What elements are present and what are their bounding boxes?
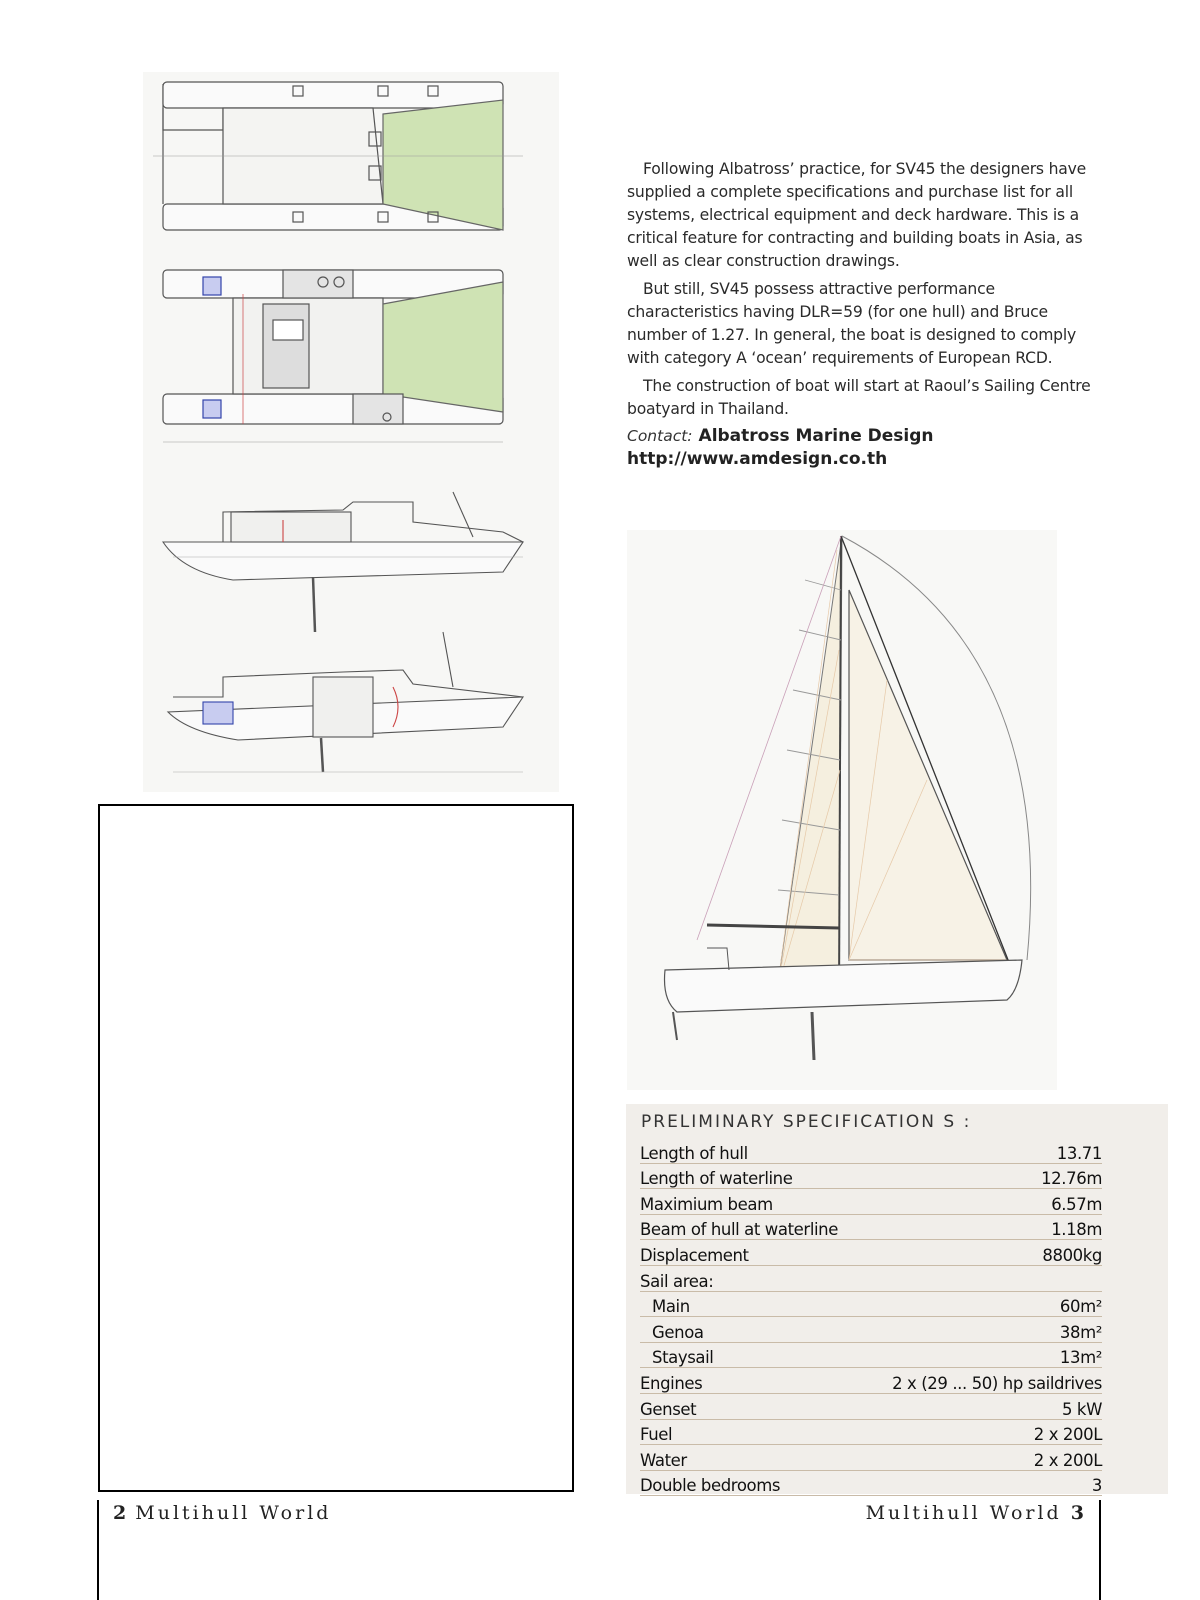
spec-row <box>640 1317 1102 1343</box>
spec-row <box>640 1445 1102 1471</box>
side-profile-lower <box>168 632 523 772</box>
spec-value: 13m² <box>864 1342 1102 1368</box>
contact-label: Contact: <box>627 427 693 445</box>
spec-label: Genset <box>640 1393 864 1419</box>
spec-value: 2 x 200L <box>864 1419 1102 1445</box>
spec-row <box>640 1163 1102 1189</box>
layout-drawings <box>143 72 559 792</box>
spec-label: Maximium beam <box>640 1189 864 1215</box>
spec-label: Displacement <box>640 1240 864 1266</box>
sail-plan-drawing <box>627 530 1057 1090</box>
spec-value: 6.57m <box>864 1189 1102 1215</box>
spec-row <box>640 1368 1102 1394</box>
spec-label: Beam of hull at waterline <box>640 1214 864 1240</box>
specifications-table <box>640 1138 1102 1496</box>
spec-label: Length of waterline <box>640 1163 864 1189</box>
spec-row <box>640 1240 1102 1266</box>
spec-row <box>640 1291 1102 1317</box>
spec-label: Genoa <box>640 1317 864 1343</box>
spec-value: 60m² <box>864 1291 1102 1317</box>
spec-label: Double bedrooms <box>640 1470 864 1496</box>
spec-value: 8800kg <box>864 1240 1102 1266</box>
spec-row <box>640 1470 1102 1496</box>
contact-organization: Albatross Marine Design <box>698 426 934 446</box>
spec-value: 13.71 <box>864 1138 1102 1163</box>
spec-value: 38m² <box>864 1317 1102 1343</box>
spec-row <box>640 1419 1102 1445</box>
spec-value: 2 x 200L <box>864 1445 1102 1471</box>
spec-value: 12.76m <box>864 1163 1102 1189</box>
magazine-title-right: Multihull World <box>865 1502 1062 1524</box>
contact-url-link[interactable]: http://www.amdesign.co.th <box>627 449 888 469</box>
page-number-right: 3 <box>1070 1502 1084 1524</box>
article-paragraph-1: Following Albatross’ practice, for SV45 the designers have supplied a complete specifications and purchase list for all systems, electrical equipment and deck hardware. This is a critical feature for contracting and building boats in Asia, as well as clear construction drawings. <box>627 160 1087 270</box>
spec-row <box>640 1138 1102 1163</box>
magazine-title-left: Multihull World <box>135 1502 332 1524</box>
framed-box <box>98 804 574 1492</box>
footer-rule-right <box>1099 1500 1101 1600</box>
spec-row <box>640 1214 1102 1240</box>
spec-label: Fuel <box>640 1419 864 1445</box>
article-paragraph-3: The construction of boat will start at Raoul’s Sailing Centre boatyard in Thailand. <box>627 377 1091 418</box>
article-text <box>627 158 1097 426</box>
spec-row <box>640 1189 1102 1215</box>
contact-block <box>627 425 1097 471</box>
accommodation-plan <box>163 270 503 442</box>
specifications-panel <box>626 1104 1168 1494</box>
spec-label: Water <box>640 1445 864 1471</box>
footer-left <box>113 1502 331 1524</box>
spec-value <box>864 1265 1102 1291</box>
spec-row <box>640 1342 1102 1368</box>
footer-rule-left <box>97 1500 99 1600</box>
spec-value: 3 <box>864 1470 1102 1496</box>
spec-label: Staysail <box>640 1342 864 1368</box>
spec-row <box>640 1393 1102 1419</box>
spec-label: Main <box>640 1291 864 1317</box>
spec-value: 2 x (29 ... 50) hp saildrives <box>864 1368 1102 1394</box>
spec-label: Sail area: <box>640 1265 864 1291</box>
deck-plan <box>153 82 523 230</box>
spec-label: Engines <box>640 1368 864 1394</box>
spec-value: 1.18m <box>864 1214 1102 1240</box>
side-profile-upper <box>163 492 523 632</box>
page-number-left: 2 <box>113 1502 127 1524</box>
mainsail <box>777 536 842 990</box>
footer-right <box>866 1502 1084 1524</box>
specifications-heading: PRELIMINARY SPECIFICATION S : <box>641 1112 972 1132</box>
spec-value: 5 kW <box>864 1393 1102 1419</box>
article-paragraph-2: But still, SV45 possess attractive performance characteristics having DLR=59 (for one hull) and Bruce number of 1.27. In general, the boat is designed to comply with category A ‘ocean’ requirements of European RCD. <box>627 280 1077 367</box>
hull-profile <box>665 960 1023 1012</box>
spec-row <box>640 1265 1102 1291</box>
spec-label: Length of hull <box>640 1138 864 1163</box>
